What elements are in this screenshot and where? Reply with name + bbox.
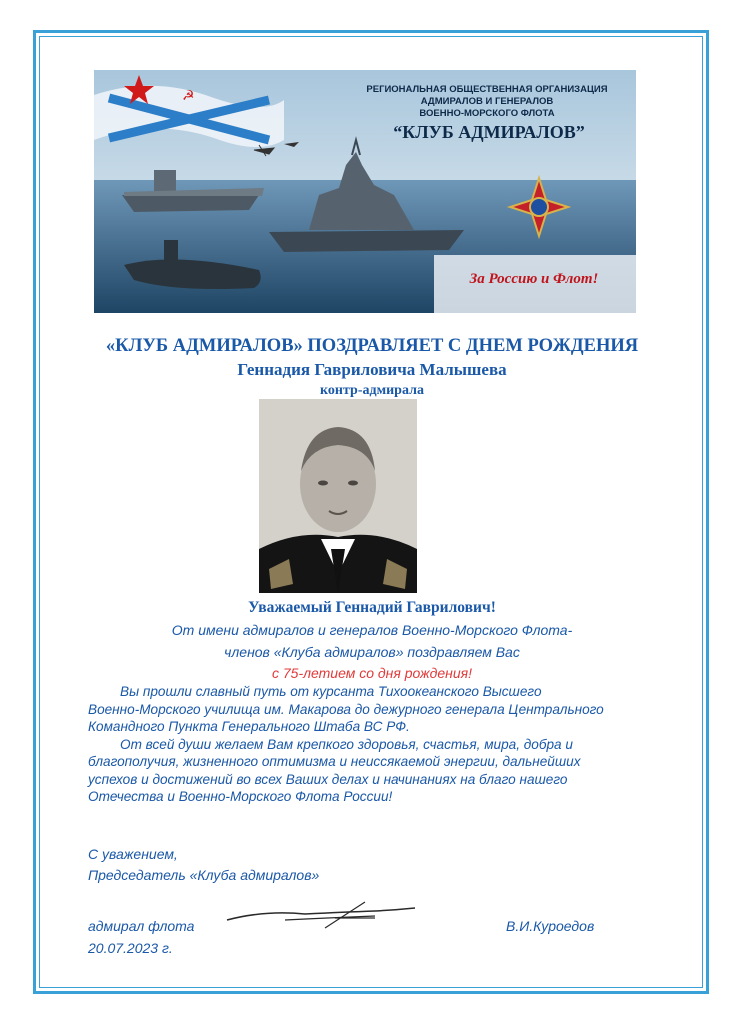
letter-body [88,683,648,806]
signer-name: В.И.Куроедов [506,918,595,934]
org-line: РЕГИОНАЛЬНАЯ ОБЩЕСТВЕННАЯ ОРГАНИЗАЦИЯ [366,84,608,95]
body-line: От всей души желаем Вам крепкого здоровья, счастья, мира, добра и [120,736,573,752]
body-line: Отечества и Военно-Морского Флота России! [88,789,393,804]
svg-text:☭: ☭ [182,88,195,104]
greeting-title: «КЛУБ АДМИРАЛОВ» ПОЗДРАВЛЯЕТ С ДНЕМ РОЖДЕНИЯ [105,336,639,356]
body-line: успехов и достижений во всех Ваших делах и начинаниях на благо нашего [88,771,568,787]
intro-line: членов «Клуба адмиралов» поздравляем Вас [224,644,520,660]
intro-line: От имени адмиралов и генералов Военно-Морского Флота- [171,622,573,638]
body-line: Вы прошли славный путь от курсанта Тихоокеанского Высшего [120,684,542,699]
signer-title: Председатель «Клуба адмиралов» [88,867,320,883]
organization-name [342,84,632,120]
honoree-rank: контр-адмирала [320,383,424,398]
honoree-name: Геннадия Гавриловича Малышева [237,360,507,379]
motto: За Россию и Флот! [469,271,599,287]
handwritten-signature [225,898,425,930]
salutation: Уважаемый Геннадий Гаврилович! [248,599,496,616]
letter-date: 20.07.2023 г. [88,940,173,956]
club-name: “КЛУБ АДМИРАЛОВ” [393,122,585,142]
signer-rank: адмирал флота [88,918,195,934]
body-line: Военно-Морского училища им. Макарова до дежурного генерала Центрального [88,701,604,717]
regards: С уважением, [88,846,178,862]
org-line: ВОЕННО-МОРСКОГО ФЛОТА [419,108,555,119]
org-line: АДМИРАЛОВ И ГЕНЕРАЛОВ [420,96,554,107]
body-line: Командного Пункта Генерального Штаба ВС РФ. [88,719,410,734]
header-banner [94,70,636,313]
body-line: благополучия, жизненного оптимизма и неиссякаемой энергии, дальнейших [88,754,581,769]
portrait-photo [259,399,417,593]
occasion-line: с 75-летием со дня рождения! [272,665,472,681]
